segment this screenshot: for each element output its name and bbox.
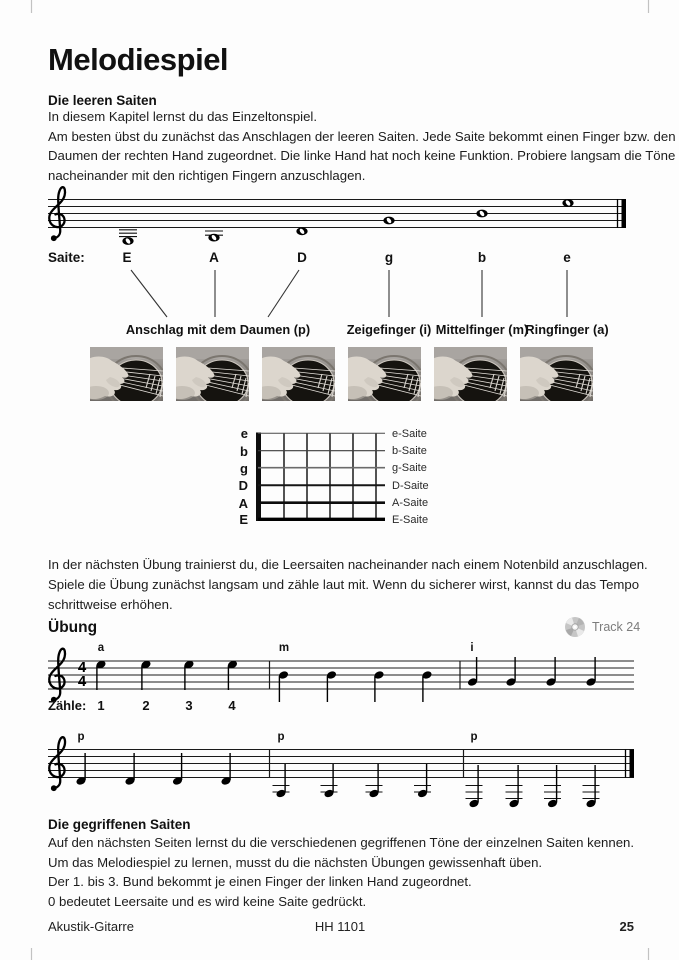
- finger-mark-p1: p: [77, 731, 85, 743]
- cd-icon: [565, 617, 585, 637]
- string-letter-e: e: [563, 250, 571, 265]
- exercise-notes-line1: [95, 657, 596, 702]
- fretboard-label-b: b: [240, 443, 248, 459]
- finger-label-ringfinger: Ringfinger (a): [525, 322, 609, 337]
- whole-note-E: [122, 237, 133, 245]
- paragraph-line: 0 bedeutet Leersaite und es wird keine Saite gedrückt.: [48, 893, 367, 909]
- exercise-staff-2: [48, 750, 634, 778]
- footer-series-title: Akustik-Gitarre: [48, 919, 134, 934]
- final-barline: [622, 199, 627, 228]
- uebung-heading: Übung: [48, 619, 98, 636]
- open-strings-staff: [48, 200, 626, 228]
- whole-note-g: [383, 217, 394, 225]
- zaehle-label: Zähle:: [48, 698, 87, 713]
- fretboard-label-E: E: [239, 512, 248, 527]
- fretboard-label-g: g: [240, 460, 248, 476]
- fretboard-name-g-saite: g-Saite: [392, 462, 427, 474]
- string-letter-E: E: [122, 250, 132, 265]
- hand-photo-thumb-2: [176, 347, 249, 401]
- final-barline-2: [630, 750, 635, 778]
- exercise-notes-line2: [75, 753, 599, 808]
- section-heading-leere-saiten: Die leeren Saiten: [48, 93, 157, 108]
- hand-photo-thumb-3: [262, 347, 335, 401]
- finger-label-daumen: Anschlag mit dem Daumen (p): [125, 322, 311, 337]
- string-letter-b: b: [477, 250, 487, 265]
- finger-mark-m: m: [278, 642, 290, 654]
- ledger-lines: [119, 230, 223, 237]
- paragraph-line: Der 1. bis 3. Bund bekommt je einen Finger der linken Hand zugeordnet.: [48, 874, 472, 889]
- finger-mark-p3: p: [470, 731, 478, 743]
- saite-row-label: Saite:: [48, 250, 85, 265]
- section-heading-gegriffene-saiten: Die gegriffenen Saiten: [48, 817, 191, 832]
- scan-crop-marks: [32, 0, 649, 960]
- footer-page-number: 25: [619, 919, 634, 934]
- finger-mark-p2: p: [277, 731, 285, 743]
- count-4: 4: [228, 698, 236, 713]
- finger-label-mittelfinger: Mittelfinger (m): [435, 322, 529, 337]
- string-letter-g: g: [384, 250, 394, 265]
- fretboard-label-A: A: [238, 495, 248, 511]
- paragraph-line: In der nächsten Übung trainierst du, die Leersaiten nacheinander nach einem Notenbild anzuschlagen.: [48, 557, 648, 572]
- fretboard-name-e-saite: e-Saite: [392, 427, 427, 440]
- whole-note-A: [208, 234, 219, 242]
- fretboard-name-b-saite: b-Saite: [392, 445, 427, 457]
- hand-photo-thumb-1: [90, 347, 163, 401]
- finger-label-zeigefinger: Zeigefinger (i): [346, 322, 432, 337]
- count-2: 2: [142, 698, 150, 713]
- assignment-lines: [131, 270, 567, 317]
- whole-note-e: [562, 199, 573, 207]
- whole-note-b: [476, 210, 487, 218]
- fretboard-name-A-saite: A-Saite: [392, 497, 429, 509]
- string-letter-D: D: [297, 250, 307, 265]
- hand-photo-ring: [520, 347, 593, 401]
- treble-clef-icon: [49, 187, 65, 241]
- finger-mark-a: a: [97, 642, 105, 654]
- exercise-staff-1: [48, 658, 634, 689]
- fretboard-name-E-saite: E-Saite: [392, 513, 429, 526]
- track-label: Track 24: [592, 620, 641, 634]
- count-1: 1: [97, 698, 105, 713]
- whole-note-D: [296, 227, 307, 235]
- hand-photo-middle: [434, 347, 507, 401]
- paragraph-line: In diesem Kapitel lernst du das Einzeltonspiel.: [48, 109, 318, 124]
- time-signature-top: 4: [77, 658, 87, 676]
- paragraph-line: Um das Melodiespiel zu lernen, musst du die nächsten Übungen gewissenhaft üben.: [48, 854, 543, 870]
- footer-catalog-number: HH 1101: [314, 919, 366, 934]
- paragraph-line: schrittweise erhöhen.: [48, 597, 173, 612]
- page-title: Melodiespiel: [48, 42, 229, 77]
- fretboard-diagram: [256, 433, 385, 522]
- time-signature-bottom: 4: [77, 672, 87, 690]
- hand-photo-index: [348, 347, 421, 401]
- paragraph-line: nacheinander mit den richtigen Fingern anzuschlagen.: [48, 167, 366, 183]
- fretboard-name-D-saite: D-Saite: [392, 479, 429, 492]
- paragraph-line: Am besten übst du zunächst das Anschlagen der leeren Saiten. Jede Saite bekommt einen Finger bzw. den: [48, 128, 676, 144]
- finger-mark-i: i: [470, 642, 474, 654]
- paragraph-line: Spiele die Übung zunächst langsam und zähle laut mit. Wenn du sicherer wirst, kannst du das Tempo: [48, 577, 640, 592]
- fretboard-label-D: D: [238, 478, 248, 493]
- paragraph-line: Daumen der rechten Hand zugeordnet. Die linke Hand hat noch keine Funktion. Probiere langsam die Töne: [48, 148, 676, 163]
- string-letter-A: A: [209, 250, 219, 265]
- count-3: 3: [185, 698, 193, 713]
- fretboard-label-e: e: [240, 426, 248, 441]
- paragraph-line: Auf den nächsten Seiten lernst du die verschiedenen gegriffenen Töne der einzelnen Saiten kennen.: [48, 835, 635, 850]
